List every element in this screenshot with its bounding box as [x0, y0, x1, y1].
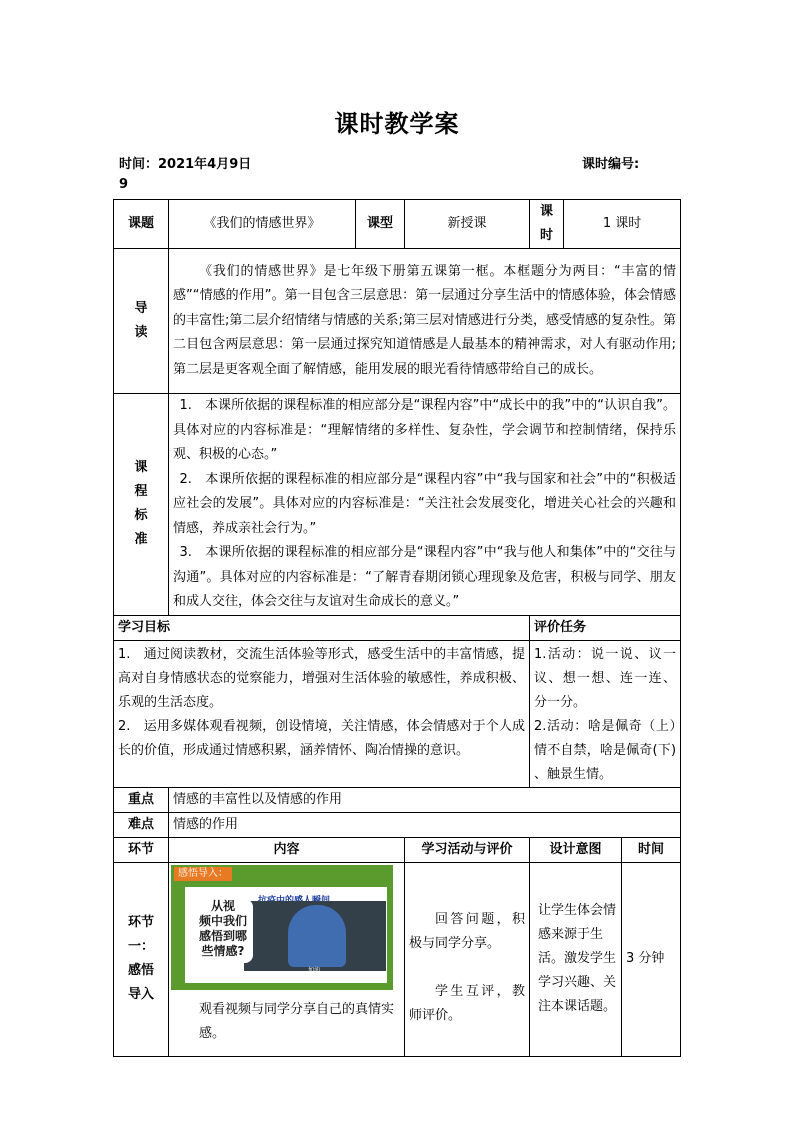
- guide-label: 导 读: [114, 249, 169, 394]
- step-content-cell: [169, 862, 405, 1056]
- goals-label: 学习目标: [114, 615, 530, 640]
- video-caption: 观看视频与同学分享自己的真情实感。: [199, 1001, 395, 1041]
- lesson-code-label: 课时编号:: [582, 157, 640, 172]
- medical-worker-figure: [288, 905, 346, 967]
- hours-value: 1 课时: [564, 200, 681, 249]
- step-header: 环节: [114, 837, 169, 862]
- activity-item: 回答问题，积极与同学分享。: [409, 912, 526, 951]
- topic-value: 《我们的情感世界》: [169, 200, 356, 249]
- key-row: [114, 787, 681, 812]
- video-screen-caption: 加油: [308, 966, 321, 974]
- question-bubble: 从视 频中我们 感悟到哪 些情感?: [193, 899, 253, 963]
- tasks-cell: [530, 640, 681, 787]
- standard-label: 课 程 标 准: [114, 394, 169, 616]
- type-value: 新授课: [405, 200, 530, 249]
- difficult-label: 难点: [114, 812, 169, 837]
- activity-item: 学生互评，教师评价。: [409, 984, 526, 1023]
- topic-label: 课题: [114, 200, 169, 249]
- video-tag: 感悟导入：: [174, 867, 232, 881]
- standard-item: 2. 本课所依据的课程标准的相应部分是“课程内容”中“我与国家和社会”中的“积极适应社会的发展”。具体对应的内容标准是：“关注社会发展变化，增进关心社会的兴趣和情感，养成亲社会行为。”: [173, 471, 677, 536]
- goals-cell: [114, 640, 530, 787]
- standard-item: 1. 本课所依据的课程标准的相应部分是“课程内容”中“成长中的我”中的“认识自我”。具体对应的内容标准是：“理解情绪的多样性、复杂性，学会调节和控制情绪，保持乐观、积极的心态。”: [173, 398, 677, 462]
- standard-row: [114, 394, 681, 616]
- difficult-value: 情感的作用: [169, 812, 681, 837]
- key-label: 重点: [114, 787, 169, 812]
- task-item: 1.活动：说一说、议一议、想一想、连一连、分一分。: [534, 646, 677, 710]
- page-title: 课时教学案: [334, 110, 460, 138]
- lesson-plan-table: [113, 199, 681, 1057]
- task-item: 2.活动：啥是佩奇（上）情不自禁，啥是佩奇(下) 、触景生情。: [534, 718, 677, 782]
- intent-text: 让学生体会情感来源于生活。激发学生学习兴趣、关注本课话题。: [538, 903, 617, 1014]
- difficult-row: [114, 812, 681, 837]
- step-row: [114, 862, 681, 1056]
- guide-row: [114, 249, 681, 394]
- goals-row: [114, 640, 681, 787]
- steps-header-row: [114, 837, 681, 862]
- goals-header-row: [114, 615, 681, 640]
- intent-header: 设计意图: [530, 837, 622, 862]
- hours-label: 课时: [530, 200, 564, 249]
- video-screen: [244, 901, 386, 974]
- goal-item: 2. 运用多媒体观看视频，创设情境，关注情感，体会情感对于个人成长的价值，形成通过情感积累，涵养情怀、陶冶情操的意识。: [118, 718, 526, 758]
- video-thumbnail[interactable]: [171, 865, 393, 990]
- type-label: 课型: [356, 200, 405, 249]
- key-value: 情感的丰富性以及情感的作用: [169, 787, 681, 812]
- tasks-label: 评价任务: [530, 615, 681, 640]
- lesson-date: 时间：2021年4月9日: [119, 157, 252, 172]
- step-label: 环节 一： 感悟 导入: [114, 862, 169, 1056]
- content-header: 内容: [169, 837, 405, 862]
- info-row: [114, 200, 681, 249]
- standard-item: 3. 本课所依据的课程标准的相应部分是“课程内容”中“我与他人和集体”中的“交往与沟通”。具体对应的内容标准是：“了解青春期闭锁心理现象及危害，积极与同学、朋友和成人交往，体会交往与友谊对生命成长的意义。”: [173, 545, 677, 609]
- step-time: 3 分钟: [622, 862, 681, 1056]
- time-header: 时间: [622, 837, 681, 862]
- step-activity-cell: [405, 862, 530, 1056]
- activity-header: 学习活动与评价: [405, 837, 530, 862]
- step-intent-cell: [530, 862, 622, 1056]
- guide-text: 《我们的情感世界》是七年级下册第五课第一框。本框题分为两目：“丰富的情感”“情感的作用”。第一目包含三层意思：第一层通过分享生活中的情感体验，体会情感的丰富性;第二层介绍情绪与情感的关系;第三层对情感进行分类，感受情感的复杂性。第二目包含两层意思：第一层通过探究知道情感是人最基本的精神需求，对人有驱动作用;第二层是更客观全面了解情感，能用发展的眼光看待情感带给自己的成长。: [173, 263, 677, 377]
- standard-text-cell: [169, 394, 681, 616]
- guide-text-cell: [169, 249, 681, 394]
- goal-item: 1. 通过阅读教材，交流生活体验等形式，感受生活中的丰富情感，提高对自身情感状态的觉察能力，增强对生活体验的敏感性，养成积极、乐观的生活态度。: [118, 646, 526, 710]
- lesson-code-value: 9: [119, 177, 129, 192]
